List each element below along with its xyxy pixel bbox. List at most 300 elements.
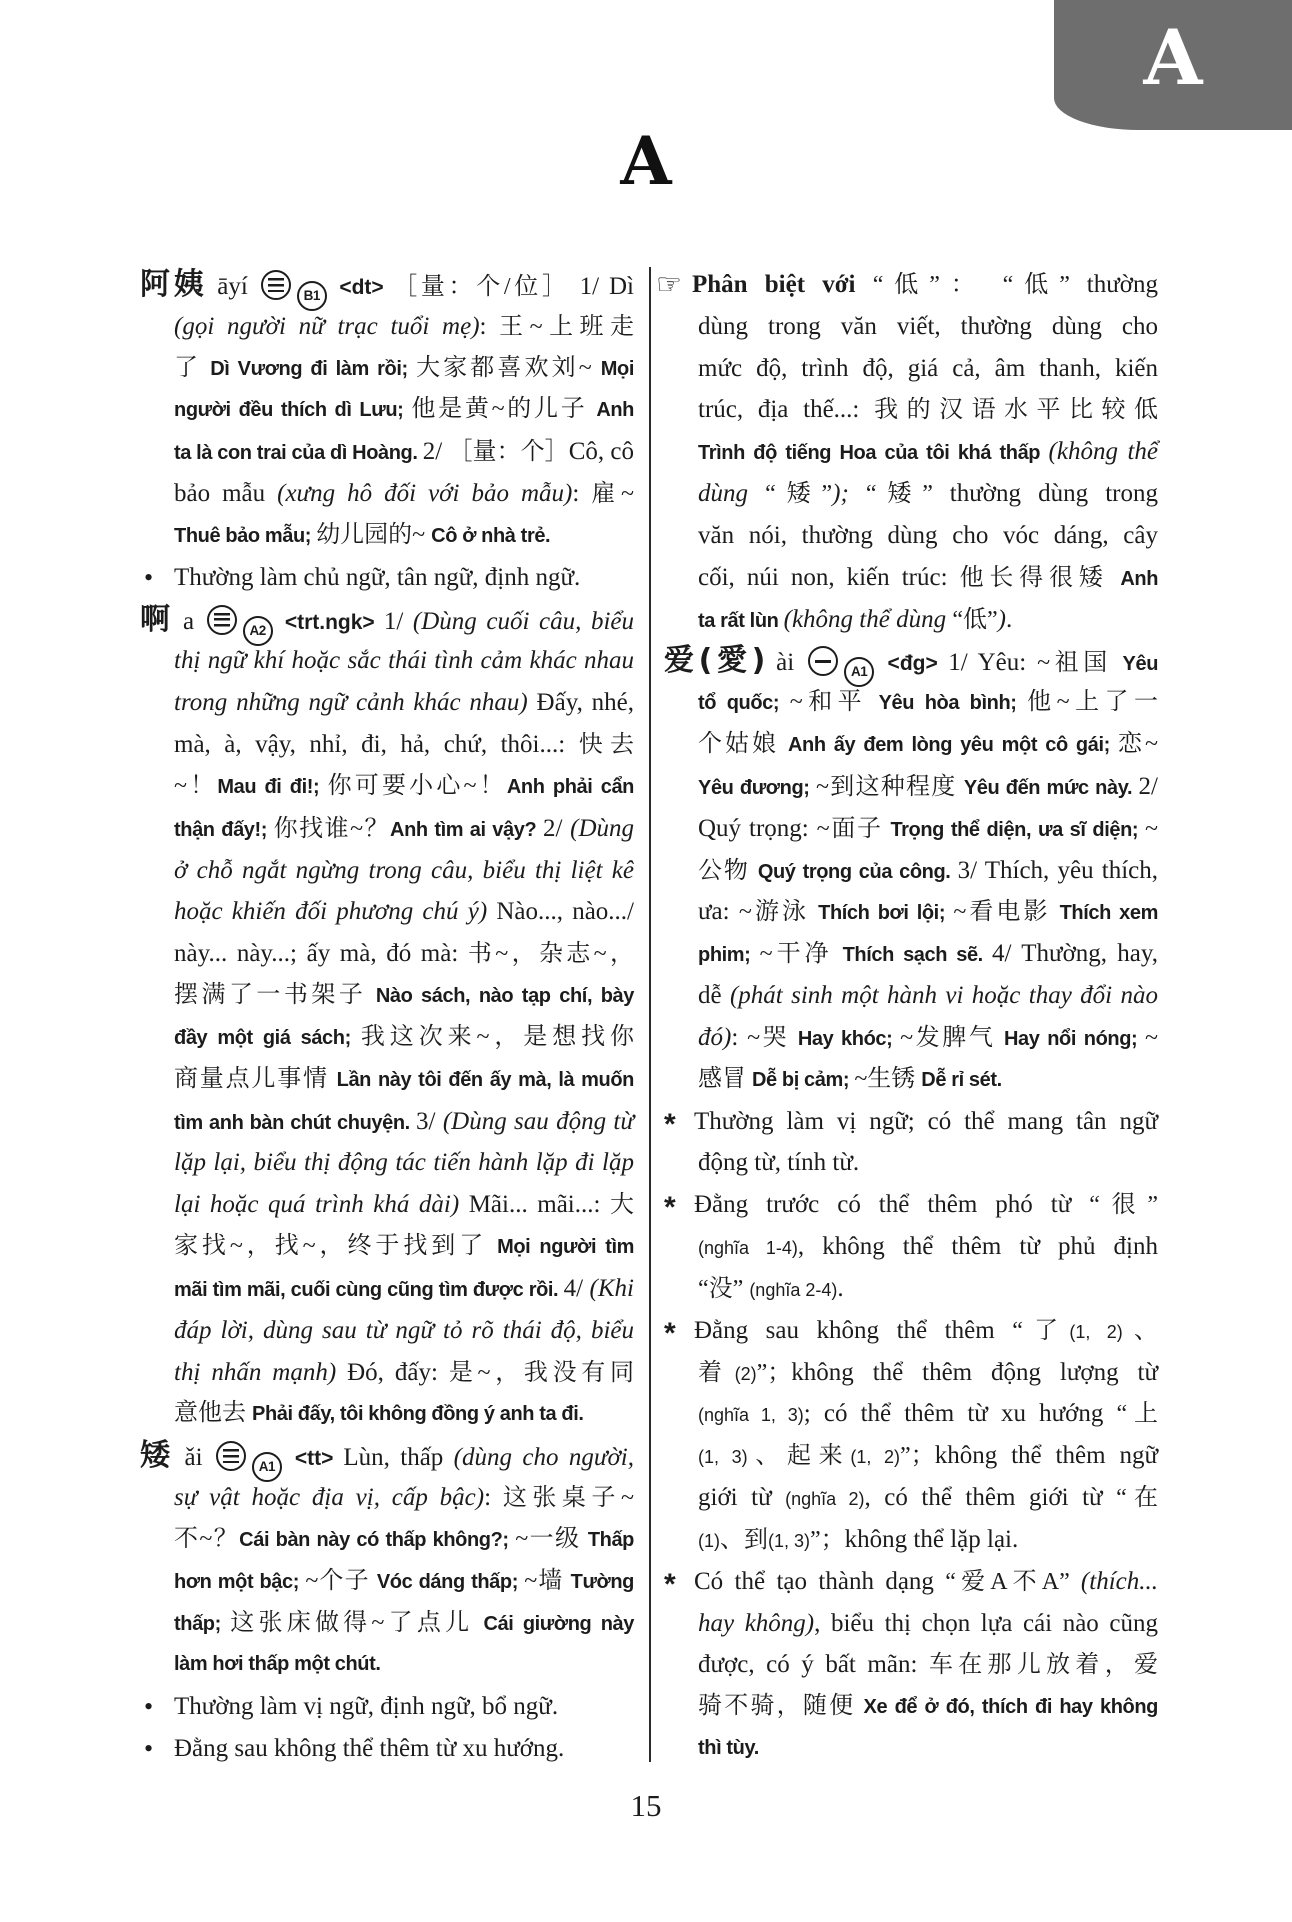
text-segment: (nghĩa 2) <box>785 1489 865 1510</box>
text-segment: Đằng sau không thể thêm <box>694 1316 1013 1344</box>
text-segment: Dễ bị cảm; <box>752 1068 855 1091</box>
stroke-bars <box>223 1449 239 1463</box>
text-segment: Thích sạch sẽ. <box>842 944 992 967</box>
text-segment: Yêu hòa bình; <box>878 692 1028 715</box>
text-segment: 感冒 <box>698 1065 752 1092</box>
text-segment: 他是黄~的儿子 <box>411 396 597 423</box>
text-segment: mà, à, vậy, nhỉ, đi, hả, chứ, thôi...: <box>174 731 579 759</box>
text-segment: trúc, địa thế...: <box>698 396 875 424</box>
right-column <box>656 264 1159 1770</box>
text-line <box>664 306 1158 348</box>
text-segment: ~看电影 <box>953 899 1060 926</box>
text-segment: Phân biệt với <box>692 271 873 298</box>
text-line <box>140 306 634 348</box>
text-segment: tổ quốc; <box>698 692 790 715</box>
text-segment: 快去 <box>578 732 635 759</box>
text-line <box>664 891 1158 933</box>
text-segment: 是~，我没有同 <box>448 1359 634 1386</box>
text-segment: 摆满了一书架子 <box>174 982 376 1009</box>
text-segment: “没” <box>698 1275 750 1302</box>
text-line <box>664 808 1158 850</box>
circled-level-badge: A1 <box>844 657 874 687</box>
text-segment: Hay nổi nóng; <box>1004 1027 1146 1050</box>
text-segment: Anh ấy đem lòng yêu một cô gái; <box>787 734 1119 757</box>
text-segment: Xe để ở đó, thích đi hay không <box>863 1696 1158 1719</box>
text-line <box>664 1017 1158 1059</box>
text-segment: Cô ở nhà trẻ. <box>431 524 551 547</box>
text-segment: không thể thêm động lượng từ <box>791 1358 1158 1386</box>
text-segment: ~发脾气 <box>900 1024 1004 1051</box>
text-segment: (2) <box>734 1363 757 1384</box>
text-line <box>664 1686 1158 1728</box>
text-segment: 大 <box>609 1192 634 1219</box>
text-segment: 1/ <box>383 607 413 635</box>
text-line <box>140 1059 634 1101</box>
text-line <box>664 933 1158 975</box>
text-line <box>140 1268 634 1310</box>
text-segment: 个姑娘 <box>698 731 788 758</box>
text-segment: Thích bơi lội; <box>818 902 954 925</box>
text-segment: 他~上了一 <box>1027 689 1158 716</box>
text-line <box>140 1101 634 1143</box>
text-segment: giới từ <box>698 1484 786 1512</box>
text-segment: thị nhấn mạnh) <box>174 1358 348 1386</box>
text-segment: (1, 3) <box>768 1530 811 1551</box>
text-segment: 意他去 <box>174 1400 252 1427</box>
bullet-marker: • <box>144 1692 154 1722</box>
text-segment: (1, 2) <box>1069 1321 1123 1342</box>
text-segment: ta rất lùn <box>698 609 784 632</box>
text-segment: (dùng cho người, <box>453 1444 635 1472</box>
text-segment: 爱(愛) <box>664 643 766 679</box>
text-segment: ~墙 <box>524 1567 571 1594</box>
text-segment: văn nói, thường dùng cho vóc dáng, cây <box>698 521 1158 549</box>
text-segment: (1, 3) <box>698 1447 748 1468</box>
text-segment: 家找~，找~，终于找到了 <box>174 1233 498 1260</box>
text-segment: 王~上班走 <box>499 313 634 340</box>
circled-one-icon <box>808 646 838 676</box>
circled-level-badge: A2 <box>243 616 273 646</box>
text-segment: ưa: <box>698 898 739 926</box>
text-segment: sự vật hoặc địa vị, cấp bậc) <box>174 1484 485 1512</box>
text-segment: 商量点儿事情 <box>174 1065 337 1092</box>
text-line <box>140 1142 634 1184</box>
text-segment: (phát sinh một hành vi hoặc thay đổi nào <box>729 982 1158 1010</box>
text-segment: ta là con trai của dì Hoàng. <box>174 442 423 465</box>
text-line <box>140 766 634 808</box>
text-segment: Đằng trước có thể thêm phó từ <box>694 1191 1090 1219</box>
text-segment: “矮” <box>865 481 950 508</box>
text-segment: Đó, đấy: <box>347 1358 449 1386</box>
column-divider <box>649 267 651 1762</box>
text-segment: Đằng sau không thể thêm từ xu hướng. <box>174 1734 565 1762</box>
text-segment: (thích... <box>1080 1567 1158 1595</box>
text-segment: hay không) <box>698 1609 815 1637</box>
text-segment: , biểu thị chọn lựa cái nào cũng <box>814 1609 1158 1637</box>
text-segment: 车在那儿放着，爱 <box>928 1652 1158 1679</box>
text-segment: <trt.ngk> <box>275 610 384 634</box>
section-heading-letter: A <box>620 122 672 200</box>
text-segment: hoặc khiến đối phương chú ý) <box>174 898 497 926</box>
text-segment: hơn một bậc; <box>174 1570 306 1593</box>
text-line <box>664 1603 1158 1645</box>
text-segment: ~干净 <box>759 941 843 968</box>
text-segment: Thích xem <box>1059 902 1158 925</box>
text-segment: ); <box>832 480 866 508</box>
text-line <box>140 1435 634 1477</box>
text-segment: : <box>484 1484 503 1512</box>
text-segment: (gọi người nữ trạc tuổi mẹ) <box>174 312 480 340</box>
text-segment: Nào sách, nào tạp chí, bày <box>375 985 634 1008</box>
text-segment: 不~？ <box>174 1525 240 1552</box>
text-segment: “了 <box>1012 1317 1070 1344</box>
text-line <box>664 724 1158 766</box>
text-line <box>140 1686 634 1728</box>
text-segment: Thường làm vị ngữ, định ngữ, bổ ngữ. <box>174 1693 559 1721</box>
text-segment: 骑不骑，随便 <box>698 1693 864 1720</box>
text-segment: Mọi <box>600 357 635 380</box>
text-segment: 1/ Dì <box>569 273 634 300</box>
text-segment: mức độ, trình độ, giá cả, âm thanh, kiến <box>698 354 1158 382</box>
text-segment: Trình độ tiếng Hoa của tôi khá thấp <box>698 442 1049 465</box>
text-segment: ［量：个/位］ <box>393 274 570 300</box>
text-line <box>664 1519 1158 1561</box>
text-line <box>664 1101 1158 1143</box>
corner-tab <box>1054 0 1292 130</box>
text-segment: (không thể <box>1048 438 1158 466</box>
text-segment: ~到这种程度 <box>815 773 964 800</box>
text-segment: cối, núi non, kiến trúc: <box>698 563 960 591</box>
text-line <box>140 1310 634 1352</box>
text-segment: ở chỗ ngắt ngừng trong câu, biểu thị liệt kê <box>174 856 634 884</box>
text-segment: 4/ <box>563 1274 590 1302</box>
text-line <box>140 682 634 724</box>
text-segment: 这张桌子~ <box>502 1485 634 1512</box>
text-segment: Nào..., nào.../ <box>496 898 634 926</box>
text-segment: lại hoặc quá trình khá dài) <box>174 1191 469 1219</box>
text-segment: Cái bàn này có thấp không?; <box>239 1528 516 1551</box>
text-segment: <dt> <box>329 276 394 299</box>
text-segment: ~面子 <box>816 815 891 842</box>
corner-tab-letter: A <box>1143 13 1203 102</box>
text-segment: 雇~ <box>591 481 635 508</box>
text-segment: trong những ngữ cảnh khác nhau) <box>174 689 537 717</box>
text-segment: 着 <box>698 1359 735 1386</box>
text-segment: Hay khóc; <box>797 1027 901 1050</box>
text-segment: 大家都喜欢刘~ <box>416 354 601 381</box>
text-line <box>664 431 1158 473</box>
note-asterisk-marker: * <box>664 1316 676 1350</box>
text-segment: 3/ <box>416 1107 443 1135</box>
text-segment: ”； <box>900 1443 935 1470</box>
note-asterisk-marker: * <box>664 1107 676 1141</box>
text-segment: đầy một giá sách; <box>174 1026 361 1049</box>
text-segment: Lần này tôi đến ấy mà, là muốn <box>336 1068 635 1091</box>
text-segment: Quý trọng: <box>698 814 817 842</box>
text-segment: Cô, cô <box>568 438 634 466</box>
text-line <box>140 640 634 682</box>
text-segment: Yêu đương; <box>698 776 816 799</box>
text-segment: (1) <box>698 1530 720 1551</box>
text-segment: <đg> <box>877 652 949 676</box>
text-line <box>140 473 634 515</box>
text-segment: phim; <box>698 944 760 967</box>
text-line <box>140 515 634 557</box>
text-line <box>140 724 634 766</box>
text-segment: thường dùng trong <box>949 480 1158 508</box>
text-line <box>140 808 634 850</box>
text-segment: (Dùng <box>570 814 635 842</box>
text-line <box>664 1644 1158 1686</box>
pointing-hand-icon: ☞ <box>656 267 682 301</box>
text-segment: 1/ Yêu: <box>948 649 1038 677</box>
text-segment: <tt> <box>284 1447 344 1471</box>
text-segment: ~祖国 <box>1037 650 1123 677</box>
text-line <box>664 975 1158 1017</box>
text-segment: Mau đi đi!; <box>217 775 328 798</box>
text-segment: Cái giường này <box>483 1612 634 1635</box>
text-segment: 4/ Thường, hay, <box>992 940 1159 968</box>
text-line <box>664 1226 1158 1268</box>
text-segment: Dì Vương đi làm rồi; <box>210 357 417 380</box>
text-segment: ǎi <box>174 1444 213 1472</box>
text-segment: không thể thêm ngữ <box>934 1442 1159 1470</box>
note-asterisk-marker: * <box>664 1567 676 1601</box>
circled-three-icon <box>207 605 237 635</box>
text-segment: “在 <box>1116 1485 1159 1512</box>
text-segment: Mãi... mãi...: <box>468 1191 610 1219</box>
text-segment: Yêu <box>1122 653 1159 676</box>
text-segment: 了 <box>174 354 211 381</box>
text-segment: thường <box>1086 271 1159 298</box>
text-segment: (nghĩa 2-4) <box>749 1279 838 1300</box>
text-line <box>140 1561 634 1603</box>
text-line <box>140 1017 634 1059</box>
text-segment: ”； <box>756 1359 792 1386</box>
text-segment: ) <box>997 605 1006 633</box>
text-segment: Tường <box>570 1570 634 1593</box>
text-segment: Trọng thể diện, ưa sĩ diện; <box>890 818 1146 841</box>
text-segment: Anh phải cẩn <box>506 775 634 798</box>
text-segment: a <box>173 607 204 635</box>
text-segment: . <box>1005 605 1013 633</box>
stroke-bars <box>214 613 230 627</box>
text-segment: tìm anh bàn chút chuyện. <box>174 1111 417 1134</box>
circled-three-icon <box>261 270 291 300</box>
text-segment: , có thể thêm giới từ <box>864 1484 1117 1512</box>
text-line <box>140 431 634 473</box>
text-segment: 3/ Thích, yêu thích, <box>957 856 1159 884</box>
text-segment: dùng trong văn viết, thường dùng cho <box>698 312 1158 340</box>
text-line <box>140 389 634 431</box>
text-segment: 2/ <box>1138 772 1158 800</box>
text-segment: Anh tìm ai vậy? <box>390 818 543 841</box>
text-segment: Anh <box>596 399 634 422</box>
text-segment: Lùn, thấp <box>343 1444 454 1472</box>
text-segment: 我的汉语水平比较低 <box>874 397 1158 424</box>
text-line <box>140 1603 634 1645</box>
text-segment: bảo mẫu <box>174 480 278 508</box>
text-segment: Thường làm vị ngữ; có thể mang tân ngữ <box>694 1107 1158 1135</box>
text-segment: đáp lời, dùng sau từ ngữ tỏ rõ thái độ, biểu <box>174 1316 634 1344</box>
text-line <box>664 1393 1158 1435</box>
text-line <box>140 1477 634 1519</box>
text-segment: thị ngữ khí hoặc sắc thái tình cảm khác nhau <box>174 647 634 675</box>
text-line <box>664 682 1158 724</box>
text-segment: người đều thích dì Lưu; <box>174 399 412 422</box>
text-line <box>664 473 1158 515</box>
text-line <box>140 599 634 641</box>
text-segment: 你找谁~？ <box>273 815 391 842</box>
text-segment: 阿姨 <box>140 267 208 302</box>
stroke-bars <box>815 660 831 663</box>
text-line <box>140 348 634 390</box>
text-segment: (Dùng cuối câu, biểu <box>412 607 634 635</box>
text-segment: Thấp <box>587 1528 634 1551</box>
bullet-marker: • <box>144 1733 154 1763</box>
text-segment: 我这次来~，是想找你 <box>360 1023 635 1050</box>
circled-level-badge: A1 <box>252 1452 282 1482</box>
text-segment: (Dùng sau động từ <box>442 1107 634 1135</box>
text-segment: ~哭 <box>747 1024 798 1051</box>
text-line <box>664 1352 1158 1394</box>
text-segment: dễ <box>698 982 730 1010</box>
text-segment: Vóc dáng thấp; <box>376 1570 525 1593</box>
text-line <box>140 850 634 892</box>
text-line <box>140 1226 634 1268</box>
text-segment: (1, 2) <box>850 1447 901 1468</box>
bullet-marker: • <box>144 562 154 592</box>
text-line <box>664 640 1158 682</box>
text-segment: động từ, tính từ. <box>698 1149 860 1177</box>
text-line <box>664 348 1158 390</box>
circled-three-icon <box>216 1441 246 1471</box>
text-segment: “低”： “低” <box>872 272 1087 298</box>
text-segment: 书~，杂志~， <box>467 941 634 968</box>
text-segment: không thể lặp lại. <box>844 1525 1019 1553</box>
text-line <box>664 389 1158 431</box>
text-segment: 2/ <box>422 438 449 466</box>
text-line <box>140 557 634 599</box>
text-segment: Quý trọng của công. <box>757 860 958 883</box>
text-segment: thì tùy. <box>698 1736 759 1759</box>
text-line <box>664 1310 1158 1352</box>
text-segment: được, có ý bất mãn: <box>698 1651 929 1679</box>
text-segment: 这张床做得~了点儿 <box>230 1609 484 1636</box>
text-segment: 恋~ <box>1118 731 1159 758</box>
note-asterisk-marker: * <box>664 1191 676 1225</box>
text-segment: 啊 <box>140 601 174 637</box>
text-segment: Yêu đến mức này. <box>963 776 1139 799</box>
text-segment: ~ <box>1145 815 1159 842</box>
text-segment: ; có thể thêm từ xu hướng <box>803 1400 1117 1428</box>
text-segment: : <box>731 1023 748 1051</box>
page-number: 15 <box>630 1788 662 1823</box>
text-line <box>140 933 634 975</box>
text-segment: 、到 <box>720 1526 768 1553</box>
text-segment: “矮” <box>765 481 833 508</box>
text-segment: ~游泳 <box>738 899 819 926</box>
text-segment: thấp; <box>174 1612 231 1635</box>
stroke-bars <box>268 278 284 292</box>
text-segment: (nghĩa 1-4) <box>698 1238 798 1259</box>
text-line <box>664 599 1158 641</box>
text-segment: : <box>572 480 592 508</box>
text-line <box>140 1644 634 1686</box>
text-segment: 公物 <box>698 857 758 884</box>
text-segment: đó) <box>698 1023 732 1051</box>
text-line <box>140 1519 634 1561</box>
circled-level-badge: B1 <box>297 281 327 311</box>
text-segment: Đấy, nhé, <box>536 689 634 717</box>
text-segment: thận đấy!; <box>174 818 274 841</box>
text-segment: ~个子 <box>305 1567 377 1594</box>
text-line <box>664 1477 1158 1519</box>
text-segment: 你可要小心~！ <box>327 772 507 799</box>
text-segment: lặp lại, biểu thị động tác tiến hành lặp đi lặp <box>174 1149 634 1177</box>
text-segment: Mọi người tìm <box>497 1236 634 1259</box>
text-segment: : <box>479 312 500 340</box>
text-line <box>140 1352 634 1394</box>
text-line <box>664 1435 1158 1477</box>
text-segment: (Khi <box>589 1274 634 1302</box>
text-line <box>664 1142 1158 1184</box>
text-segment: ~！ <box>174 772 218 799</box>
text-segment: 他长得很矮 <box>959 564 1121 591</box>
text-segment: Phải đấy, tôi không đồng ý anh ta đi. <box>252 1403 584 1426</box>
text-segment: , không thể thêm từ phủ định <box>797 1233 1158 1261</box>
text-line <box>140 264 634 306</box>
text-segment: ~ <box>1145 1024 1158 1051</box>
text-segment: 2/ <box>542 814 571 842</box>
text-segment: āyí <box>207 273 258 300</box>
text-segment: ài <box>765 649 806 677</box>
text-line <box>664 1728 1158 1770</box>
text-segment: “低” <box>952 606 998 633</box>
text-segment: làm hơi thấp một chút. <box>174 1653 381 1676</box>
text-segment: ~生锈 <box>854 1065 922 1092</box>
text-segment: “爱A不A” <box>945 1568 1081 1595</box>
text-line <box>656 264 1159 306</box>
text-segment: ~和平 <box>789 689 879 716</box>
text-segment: (không thể dùng <box>783 605 953 633</box>
text-segment: 矮 <box>140 1438 175 1474</box>
text-segment: mãi tìm mãi, cuối cùng cũng tìm được rồi. <box>174 1278 564 1301</box>
text-line <box>140 1184 634 1226</box>
text-segment: (xưng hô đối với bảo mẫu) <box>277 480 573 508</box>
text-segment: dùng <box>698 480 766 508</box>
text-segment: Dễ rỉ sét. <box>921 1068 1002 1091</box>
text-segment: ［量：个］ <box>448 439 569 466</box>
text-line <box>140 1728 634 1770</box>
text-line <box>664 1184 1158 1226</box>
text-segment: 、 <box>1122 1317 1159 1344</box>
text-segment: 幼儿园的~ <box>316 521 432 548</box>
text-segment: Có thể tạo thành dạng <box>694 1567 946 1595</box>
text-segment: Thuê bảo mẫu; <box>174 524 317 547</box>
text-line <box>140 1393 634 1435</box>
text-segment: ~一级 <box>515 1525 588 1552</box>
text-segment: . <box>837 1274 844 1302</box>
left-column <box>140 264 634 1770</box>
text-line <box>664 1268 1158 1310</box>
text-line <box>664 1561 1158 1603</box>
text-segment: “上 <box>1116 1401 1158 1428</box>
text-segment: Thường làm chủ ngữ, tân ngữ, định ngữ. <box>174 563 581 591</box>
text-line <box>664 557 1158 599</box>
text-segment: này... này...; ấy mà, đó mà: <box>174 940 468 968</box>
text-line <box>664 850 1158 892</box>
